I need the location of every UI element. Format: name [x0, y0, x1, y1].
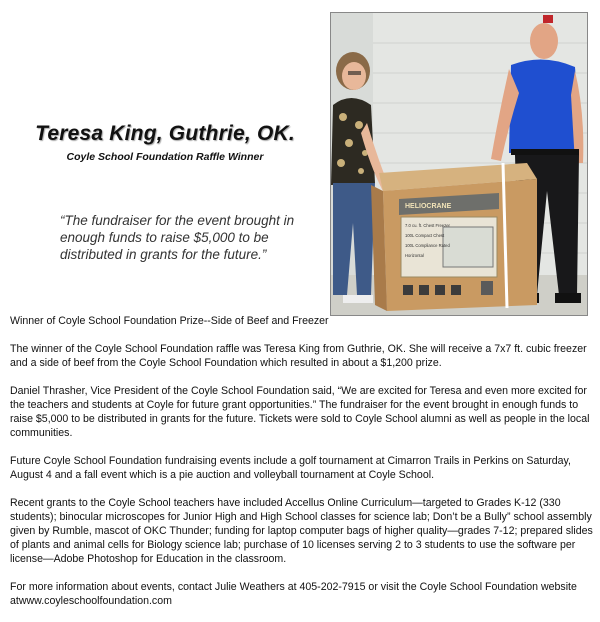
article-heading: Winner of Coyle School Foundation Prize--Side of Beef and Freezer: [10, 315, 329, 327]
article-paragraph: The winner of the Coyle School Foundation raffle was Teresa King from Guthrie, OK. She will receive a 7x7 ft. cubic freezer and a side of beef from the Coyle School Foundation which resulted in about a $1,200 prize.: [10, 343, 587, 369]
article-paragraph: For more information about events, contact Julie Weathers at 405-202-7915 or visit the Coyle School Foundation website atwww.coyleschoolfoundation.com: [10, 581, 577, 607]
article-body: [10, 314, 595, 622]
box-label-line: Horizontal: [405, 253, 424, 258]
headline: Teresa King, Guthrie, OK.: [35, 122, 295, 145]
box-label-line: 100L Compliance Rated: [405, 243, 450, 248]
subheadline: Coyle School Foundation Raffle Winner: [66, 151, 264, 163]
winner-photo: [330, 12, 588, 316]
box-label-line: 100L Compact Chest: [405, 233, 445, 238]
photo-illustration: [331, 13, 587, 315]
box-label-line: 7.0 cu. ft. Chest Freezer: [405, 223, 450, 228]
box-brand-text: HELIOCRANE: [405, 203, 452, 210]
article-paragraph: Future Coyle School Foundation fundraising events include a golf tournament at Cimarron Trails in Perkins on Saturday, August 4 and a fall event which is a pie auction and volleyball tournament at Coyle School.: [10, 455, 571, 481]
article-paragraph: Recent grants to the Coyle School teachers have included Accellus Online Curriculum—targeted to Grades K-12 (330 students); binocular microscopes for Junior High and High School classes for science lab; Don’t be a Bully” school assembly given by Rumble, mascot of OKC Thunder; funding for laptop computer bags of higher quality—grades 7-12; prepared slides of plants and animal cells for Biology science lab; purchase of 10 licenses serving 2 to 3 students to use the software per license—Adobe Photoshop for Education in the classroom.: [10, 497, 593, 565]
pull-quote: “The fundraiser for the event brought in enough funds to raise $5,000 to be distributed in grants for the future.”: [60, 213, 295, 262]
freezer-box: [371, 163, 537, 311]
article-paragraph: Daniel Thrasher, Vice President of the Coyle School Foundation said, “We are excited for Teresa and even more excited for the teachers and students at Coyle for future grant opportunities.” The fundraiser for the event brought in enough funds to raise $5,000 to be distributed in grants for the future. Tickets were sold to Coyle School alumni as well as people in the local communities.: [10, 385, 590, 439]
